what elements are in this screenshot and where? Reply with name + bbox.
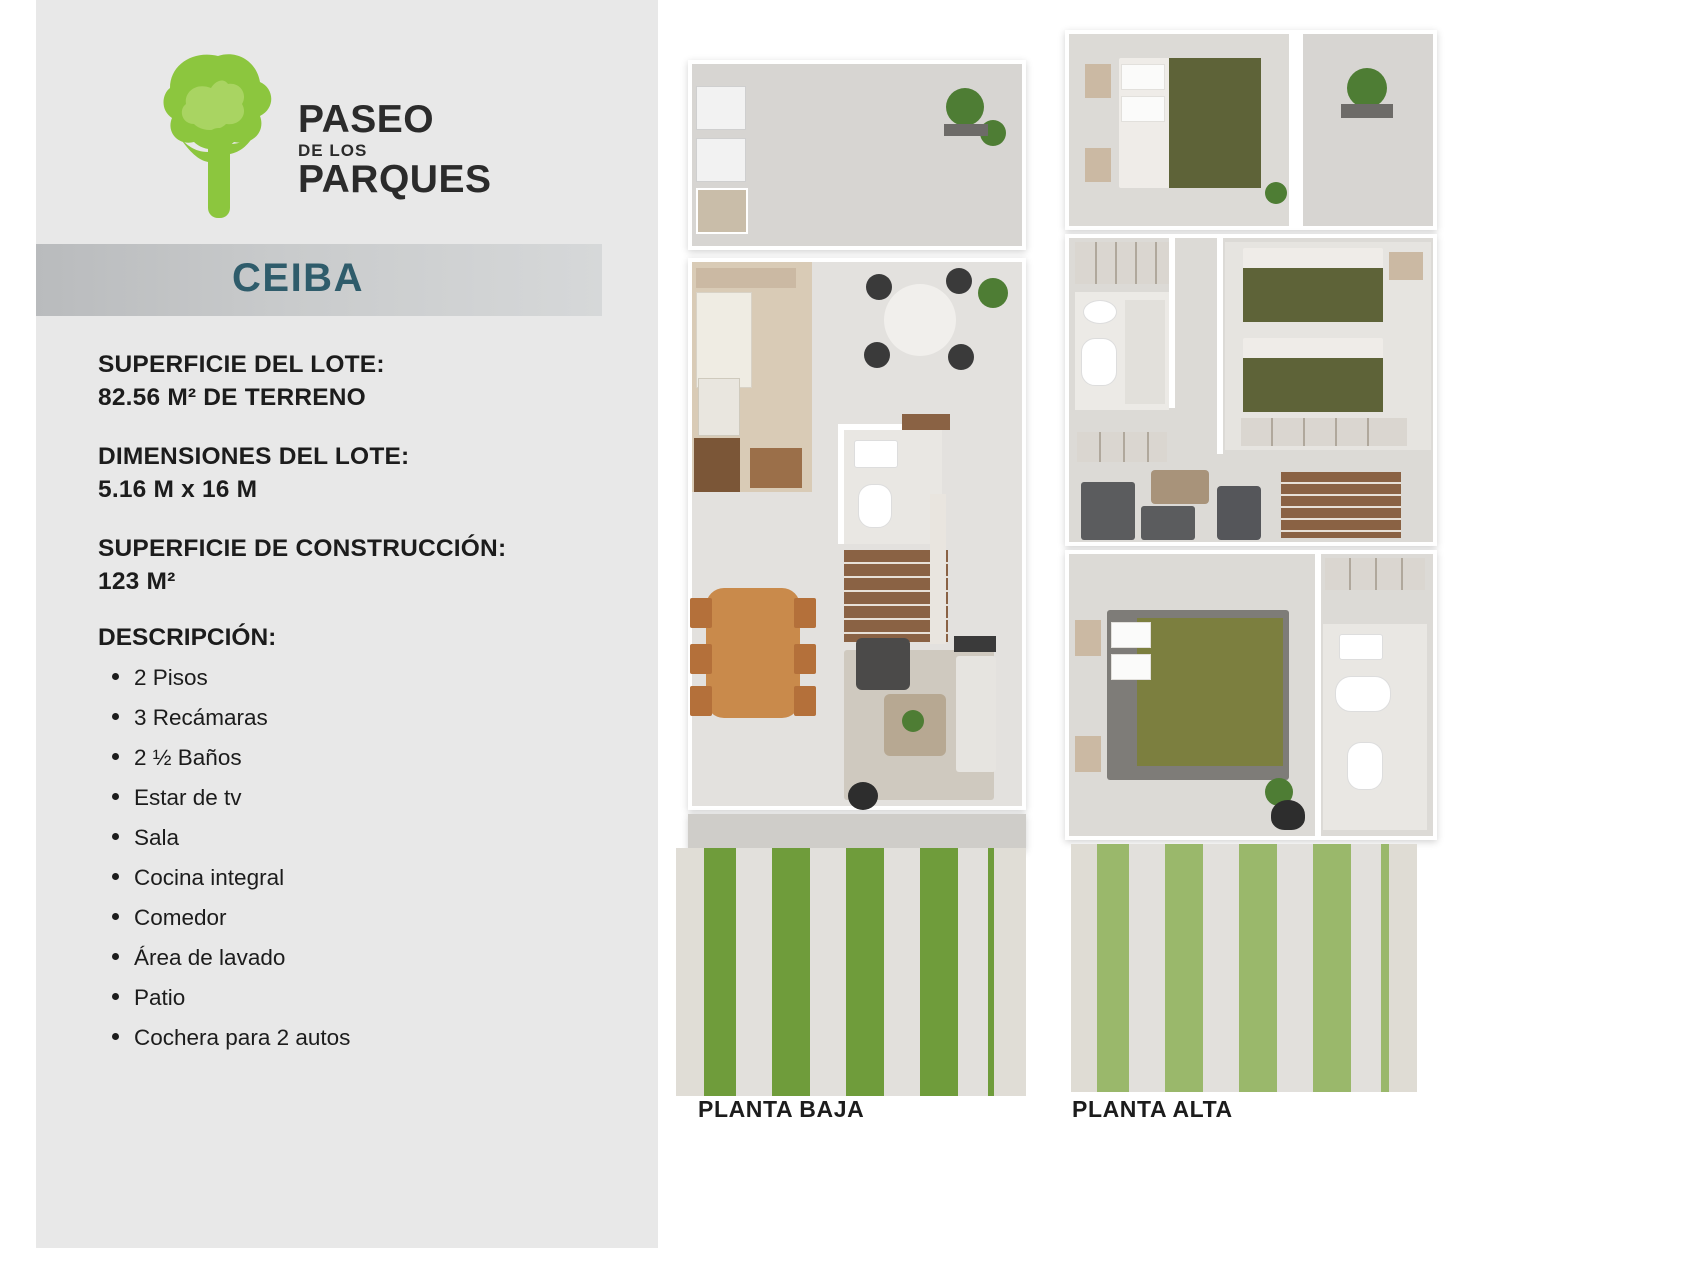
pillow (1121, 96, 1165, 122)
description-list (98, 664, 618, 1051)
tree-logo-icon (156, 48, 286, 223)
upper-yard (1071, 844, 1417, 1092)
paving-stripe (810, 848, 846, 1096)
bar-stool (750, 448, 802, 488)
sink-icon (854, 440, 898, 468)
paving-stripe (884, 848, 920, 1096)
spec-value: 5.16 M x 16 M (98, 476, 258, 504)
laundry-sink (696, 188, 748, 234)
brand-name-line-3: PARQUES (298, 158, 492, 202)
accent-chair (848, 782, 878, 810)
bed-blanket (1169, 58, 1261, 188)
nightstand (1085, 64, 1111, 98)
nightstand (1389, 252, 1423, 280)
list-item: 3 Recámaras (98, 704, 618, 731)
spec-label: SUPERFICIE DE CONSTRUCCIÓN: (98, 535, 507, 563)
planter-box (944, 124, 988, 136)
armchair (856, 638, 910, 690)
specs-list (98, 348, 618, 1064)
brand-name-line-1: PASEO (298, 98, 435, 141)
tv-room-sofa (1141, 506, 1195, 540)
kitchen-island (696, 292, 752, 388)
chair (794, 686, 816, 716)
plant-icon (1347, 68, 1387, 108)
wall (1217, 238, 1223, 454)
hall-closet (1077, 432, 1167, 462)
paving-stripe (958, 848, 988, 1096)
plant-icon (946, 88, 984, 126)
upper-mid-block (1065, 234, 1437, 546)
paving-stripe (1277, 844, 1313, 1092)
chair (690, 644, 712, 674)
planter-box (1341, 104, 1393, 118)
tv-room-sofa (1081, 482, 1135, 540)
stair-rail (930, 494, 946, 644)
chair (946, 268, 972, 294)
wall (1169, 238, 1175, 408)
spec-value: 123 M² (98, 568, 176, 596)
pillow (1121, 64, 1165, 90)
description-label: DESCRIPCIÓN: (98, 624, 277, 652)
upper-top-block (1065, 30, 1437, 230)
list-item: Sala (98, 824, 618, 851)
chair (794, 644, 816, 674)
coffee-table (1151, 470, 1209, 504)
list-item: 2 ½ Baños (98, 744, 618, 771)
list-item: Estar de tv (98, 784, 618, 811)
paving-stripe (1129, 844, 1165, 1092)
stove-icon (698, 378, 740, 436)
spec-lot-dimensions (98, 440, 618, 506)
list-item: Comedor (98, 904, 618, 931)
spec-value: 82.56 M² DE TERRENO (98, 384, 366, 412)
toilet-icon (1081, 338, 1117, 386)
toilet-icon (1347, 742, 1383, 790)
shower (1125, 300, 1165, 404)
sink-icon (1339, 634, 1383, 660)
list-item: Cocina integral (98, 864, 618, 891)
entrance-band (688, 814, 1026, 850)
shower-tray (1335, 676, 1391, 712)
closet (1241, 418, 1407, 446)
spec-label: DIMENSIONES DEL LOTE: (98, 443, 410, 471)
plant-icon (1265, 182, 1287, 204)
info-panel (36, 0, 658, 1248)
bed-blanket (1243, 268, 1383, 322)
closet (1075, 242, 1171, 284)
paving-stripe (736, 848, 772, 1096)
round-table (884, 284, 956, 356)
kitchen-counter (696, 268, 796, 288)
chair (794, 598, 816, 628)
nightstand (1075, 620, 1101, 656)
chair (690, 686, 712, 716)
spec-construction-area (98, 532, 618, 598)
toilet-icon (858, 484, 892, 528)
floorplan-area (660, 0, 1698, 1280)
nightstand (1075, 736, 1101, 772)
closet (1325, 558, 1425, 590)
page-title: CEIBA (232, 256, 364, 300)
sofa (956, 656, 996, 772)
wall (1315, 554, 1321, 836)
bed-blanket (1137, 618, 1283, 766)
caption-planta-baja: PLANTA BAJA (698, 1096, 865, 1122)
chair (948, 344, 974, 370)
paving-stripe (1203, 844, 1239, 1092)
list-item: Área de lavado (98, 944, 618, 971)
door (902, 414, 950, 430)
accent-chair (1271, 800, 1305, 830)
plant-icon (902, 710, 924, 732)
list-item: 2 Pisos (98, 664, 618, 691)
front-yard (676, 848, 1026, 1096)
list-item: Cochera para 2 autos (98, 1024, 618, 1051)
staircase (1281, 472, 1401, 538)
plant-icon (978, 278, 1008, 308)
caption-planta-alta: PLANTA ALTA (1072, 1096, 1233, 1122)
chair (864, 342, 890, 368)
nightstand (1085, 148, 1111, 182)
pillow (1111, 622, 1151, 648)
armchair (1217, 486, 1261, 540)
model-title-band (36, 244, 602, 316)
sink-icon (1083, 300, 1117, 324)
pillow (1111, 654, 1151, 680)
chair (690, 598, 712, 628)
spec-label: SUPERFICIE DEL LOTE: (98, 351, 385, 378)
brand-logo (156, 48, 576, 223)
bed-blanket (1243, 358, 1383, 412)
brand-name-line-2: DE LOS (298, 140, 368, 160)
roof-terrace (1303, 34, 1433, 226)
tv-icon (954, 636, 996, 652)
service-area-block (688, 60, 1026, 250)
washer-appliance (696, 86, 746, 130)
kitchen-cabinet (694, 438, 740, 492)
ground-floor-block (688, 258, 1026, 810)
dryer-appliance (696, 138, 746, 182)
dining-table (706, 588, 800, 718)
upper-bottom-block (1065, 550, 1437, 840)
chair (866, 274, 892, 300)
paving-stripe (1351, 844, 1381, 1092)
list-item: Patio (98, 984, 618, 1011)
spec-lot-area (98, 348, 618, 414)
